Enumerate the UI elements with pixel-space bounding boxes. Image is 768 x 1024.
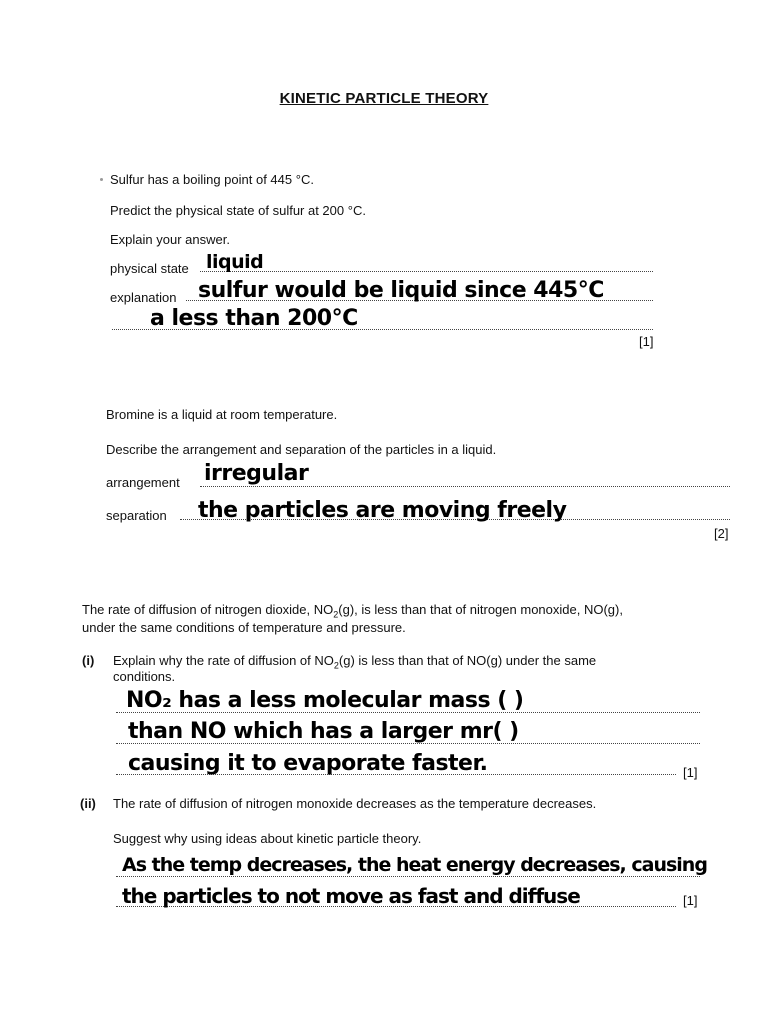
q3-part-ii-text-2: Suggest why using ideas about kinetic particle theory. xyxy=(113,831,422,846)
q3-ii-answer-1: As the temp decreases, the heat energy decreases, causing xyxy=(122,854,707,876)
q2-arrangement-label: arrangement xyxy=(106,475,180,490)
q1-answer-expl-1: sulfur would be liquid since 445°C xyxy=(198,278,604,303)
q3-intro-line-1: The rate of diffusion of nitrogen dioxide, $NO_2(g)$, is less than that of nitrogen monoxide, NO(g), xyxy=(82,602,623,620)
q3-ii-mark: [1] xyxy=(683,893,698,908)
q2-mark: [2] xyxy=(714,526,729,541)
q1-line-1: Sulfur has a boiling point of 445 °C. xyxy=(110,172,314,187)
q3-ii-answer-2: the particles to not move as fast and diffuse xyxy=(122,884,580,908)
q2-separation-label: separation xyxy=(106,508,167,523)
q1-answer-expl-2: a less than 200°C xyxy=(150,306,358,331)
q3-part-i-text-1: Explain why the rate of diffusion of $NO_2(g)$ is less than that of NO(g) under the same xyxy=(113,653,597,671)
q3-part-ii-label: (ii) xyxy=(80,796,96,811)
q1-state-label: physical state xyxy=(110,261,189,276)
q2-line-1: Bromine is a liquid at room temperature. xyxy=(106,407,338,422)
answer-line xyxy=(200,271,653,272)
q3-i-mark: [1] xyxy=(683,765,698,780)
q3-part-i-text-2: conditions. xyxy=(113,669,176,684)
q3-i-answer-2: than NO which has a larger mr( ) xyxy=(128,719,519,744)
bullet-marker xyxy=(100,178,103,181)
q2-answer-separation: the particles are moving freely xyxy=(198,498,567,523)
q1-line-2: Predict the physical state of sulfur at 200 °C. xyxy=(110,203,366,218)
q1-mark: [1] xyxy=(639,334,654,349)
q3-part-ii-text: The rate of diffusion of nitrogen monoxide decreases as the temperature decreases. xyxy=(113,796,597,811)
q2-line-2: Describe the arrangement and separation of the particles in a liquid. xyxy=(106,442,497,457)
q3-i-answer-1: NO₂ has a less molecular mass ( ) xyxy=(126,688,524,713)
q1-explanation-label: explanation xyxy=(110,290,177,305)
q3-intro-line-2: under the same conditions of temperature and pressure. xyxy=(82,620,406,635)
answer-line xyxy=(200,486,730,487)
q3-part-i-label: (i) xyxy=(82,653,95,668)
q1-answer-state: liquid xyxy=(206,251,264,273)
q2-answer-arrangement: irregular xyxy=(204,461,309,486)
q3-i-answer-3: causing it to evaporate faster. xyxy=(128,751,488,776)
q1-line-3: Explain your answer. xyxy=(110,232,230,247)
page-title: KINETIC PARTICLE THEORY xyxy=(279,90,489,107)
